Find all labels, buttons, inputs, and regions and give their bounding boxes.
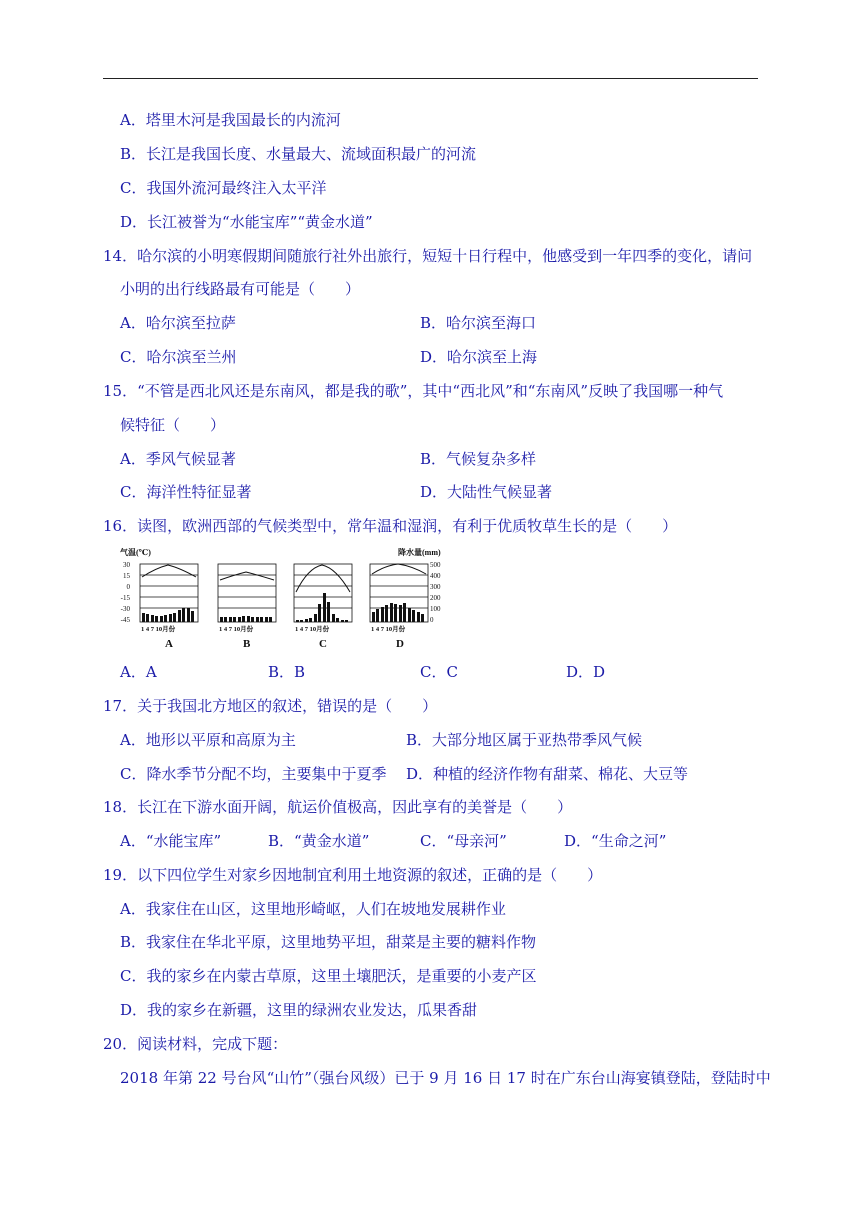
q17-option-a: A．地形以平原和高原为主 [120, 731, 296, 749]
q18-option-c: C．“母亲河” [420, 832, 507, 850]
q19-option-c: C．我的家乡在内蒙古草原，这里土壤肥沃，是重要的小麦产区 [120, 967, 537, 985]
q16-option-b: B．B [268, 663, 306, 681]
q13-option-d: D．长江被誉为“水能宝库”“黄金水道” [120, 213, 373, 231]
precip-tick: 0 [430, 616, 434, 624]
q14-option-d: D．哈尔滨至上海 [420, 348, 538, 366]
precipitation-axis-title: 降水量(mm) [398, 548, 441, 557]
chart-c-months: 1 4 7 10月份 [295, 626, 330, 633]
q15-stem-line2: 候特征（ ） [120, 416, 226, 434]
chart-d-months: 1 4 7 10月份 [371, 626, 406, 633]
q17-option-c: C．降水季节分配不均，主要集中于夏季 [120, 765, 387, 783]
q15-option-d: D．大陆性气候显著 [420, 483, 553, 501]
q20-stem: 20．阅读材料，完成下题： [103, 1035, 288, 1053]
q18-option-a: A．“水能宝库” [120, 832, 222, 850]
temp-tick: -15 [120, 594, 130, 602]
chart-a-months: 1 4 7 10月份 [141, 626, 176, 633]
climate-chart-d [370, 564, 428, 622]
q18-stem: 18．长江在下游水面开阔，航运价值极高，因此享有的美誉是（ ） [103, 798, 573, 816]
q16-option-a: A．A [120, 663, 157, 681]
chart-d-label: D [396, 638, 404, 650]
q20-material: 2018 年第 22 号台风“山竹”（强台风级）已于 9 月 16 日 17 时在广东台山海宴镇登陆，登陆时中 [120, 1069, 771, 1087]
q15-option-c: C．海洋性特征显著 [120, 483, 252, 501]
q14-stem-line2: 小明的出行线路最有可能是（ ） [120, 280, 361, 298]
q18-option-d: D．“生命之河” [564, 832, 667, 850]
q16-option-c: C．C [420, 663, 458, 681]
temp-tick: -45 [120, 616, 130, 624]
q18-option-b: B．“黄金水道” [268, 832, 370, 850]
temp-tick: 0 [126, 583, 130, 591]
q17-option-d: D．种植的经济作物有甜菜、棉花、大豆等 [406, 765, 689, 783]
q15-option-a: A．季风气候显著 [120, 450, 236, 468]
q13-option-a: A．塔里木河是我国最长的内流河 [120, 111, 341, 129]
q15-stem-line1: 15．“不管是西北风还是东南风，都是我的歌”，其中“西北风”和“东南风”反映了我国哪一种气 [103, 382, 724, 400]
q14-stem-line1: 14．哈尔滨的小明寒假期间随旅行社外出旅行，短短十日行程中，他感受到一年四季的变化，请问 [103, 247, 753, 265]
q19-option-a: A．我家住在山区，这里地形崎岖，人们在坡地发展耕作业 [120, 900, 506, 918]
q17-stem: 17．关于我国北方地区的叙述，错误的是（ ） [103, 697, 438, 715]
temp-tick: 15 [123, 572, 130, 580]
chart-c-label: C [319, 638, 327, 650]
climate-chart-c [294, 564, 352, 622]
q19-option-b: B．我家住在华北平原，这里地势平坦，甜菜是主要的糖料作物 [120, 933, 537, 951]
precip-tick: 300 [430, 583, 441, 591]
q13-option-b: B．长江是我国长度、水量最大、流域面积最广的河流 [120, 145, 477, 163]
q14-option-b: B．哈尔滨至海口 [420, 314, 537, 332]
climate-chart-a [140, 564, 198, 622]
q16-stem: 16．读图，欧洲西部的气候类型中，常年温和湿润，有利于优质牧草生长的是（ ） [103, 517, 678, 535]
q16-option-d: D．D [566, 663, 606, 681]
chart-a-label: A [165, 638, 173, 650]
chart-b-months: 1 4 7 10月份 [219, 626, 254, 633]
q19-option-d: D．我的家乡在新疆，这里的绿洲农业发达，瓜果香甜 [120, 1001, 478, 1019]
precip-tick: 400 [430, 572, 441, 580]
precip-tick: 500 [430, 561, 441, 569]
temp-tick: -30 [120, 605, 130, 613]
q14-option-c: C．哈尔滨至兰州 [120, 348, 237, 366]
q19-stem: 19．以下四位学生对家乡因地制宜利用土地资源的叙述，正确的是（ ） [103, 866, 603, 884]
climate-charts-figure [118, 546, 448, 652]
temperature-axis-title: 气温(℃) [120, 548, 151, 557]
temp-tick: 30 [123, 561, 130, 569]
q13-option-c: C．我国外流河最终注入太平洋 [120, 179, 327, 197]
climate-chart-b [218, 564, 276, 622]
q14-option-a: A．哈尔滨至拉萨 [120, 314, 236, 332]
chart-b-label: B [243, 638, 251, 650]
precip-tick: 100 [430, 605, 441, 613]
header-rule [103, 78, 758, 79]
q15-option-b: B．气候复杂多样 [420, 450, 537, 468]
q17-option-b: B．大部分地区属于亚热带季风气候 [406, 731, 643, 749]
precip-tick: 200 [430, 594, 441, 602]
